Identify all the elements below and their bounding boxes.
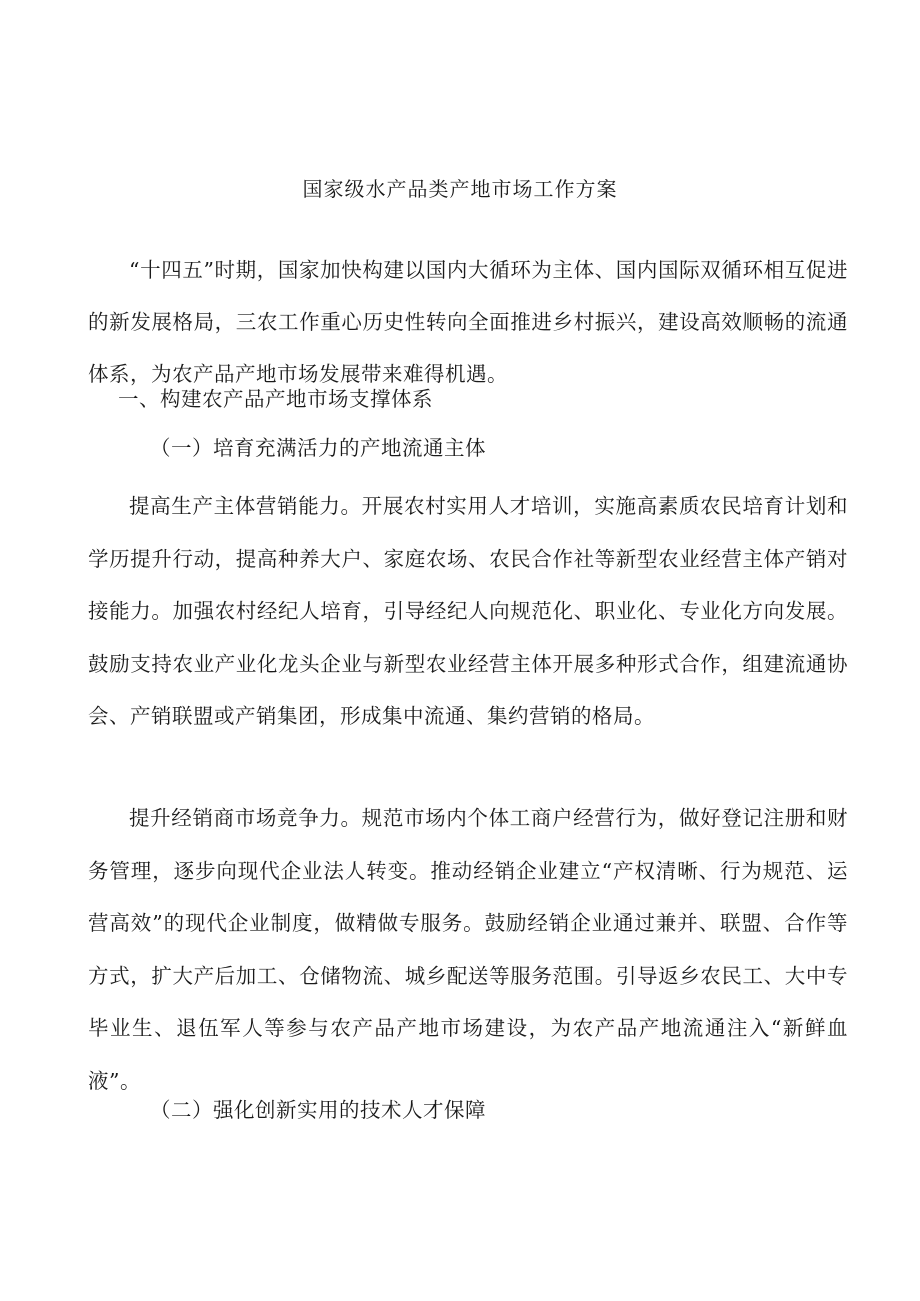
- subsection-heading-1-1: （一）培育充满活力的产地流通主体: [150, 436, 486, 460]
- intro-paragraph: “十四五”时期，国家加快构建以国内大循环为主体、国内国际双循环相互促进的新发展格局，三农工作重心历史性转向全面推进乡村振兴，建设高效顺畅的流通体系，为农产品产地市场发展带来难得机遇。: [88, 258, 848, 386]
- section-heading-1: 一、构建农产品产地市场支撑体系: [118, 387, 433, 411]
- document-title: 国家级水产品类产地市场工作方案: [302, 177, 618, 201]
- body-paragraph-distributor-competitiveness: 提升经销商市场竞争力。规范市场内个体工商户经营行为，做好登记注册和财务管理，逐步向现代企业法人转变。推动经销企业建立“产权清晰、行为规范、运营高效”的现代企业制度，做精做专服务。鼓励经销企业通过兼并、联盟、合作等方式，扩大产后加工、仓储物流、城乡配送等服务范围。引导返乡农民工、大中专毕业生、退伍军人等参与农产品产地市场建设，为农产品产地流通注入“新鲜血液”。: [88, 806, 848, 1093]
- body-paragraph-producer-marketing: 提高生产主体营销能力。开展农村实用人才培训，实施高素质农民培育计划和学历提升行动，提高种养大户、家庭农场、农民合作社等新型农业经营主体产销对接能力。加强农村经纪人培育，引导经纪人向规范化、职业化、专业化方向发展。鼓励支持农业产业化龙头企业与新型农业经营主体开展多种形式合作，组建流通协会、产销联盟或产销集团，形成集中流通、集约营销的格局。: [88, 494, 848, 728]
- subsection-heading-1-2: （二）强化创新实用的技术人才保障: [150, 1098, 486, 1122]
